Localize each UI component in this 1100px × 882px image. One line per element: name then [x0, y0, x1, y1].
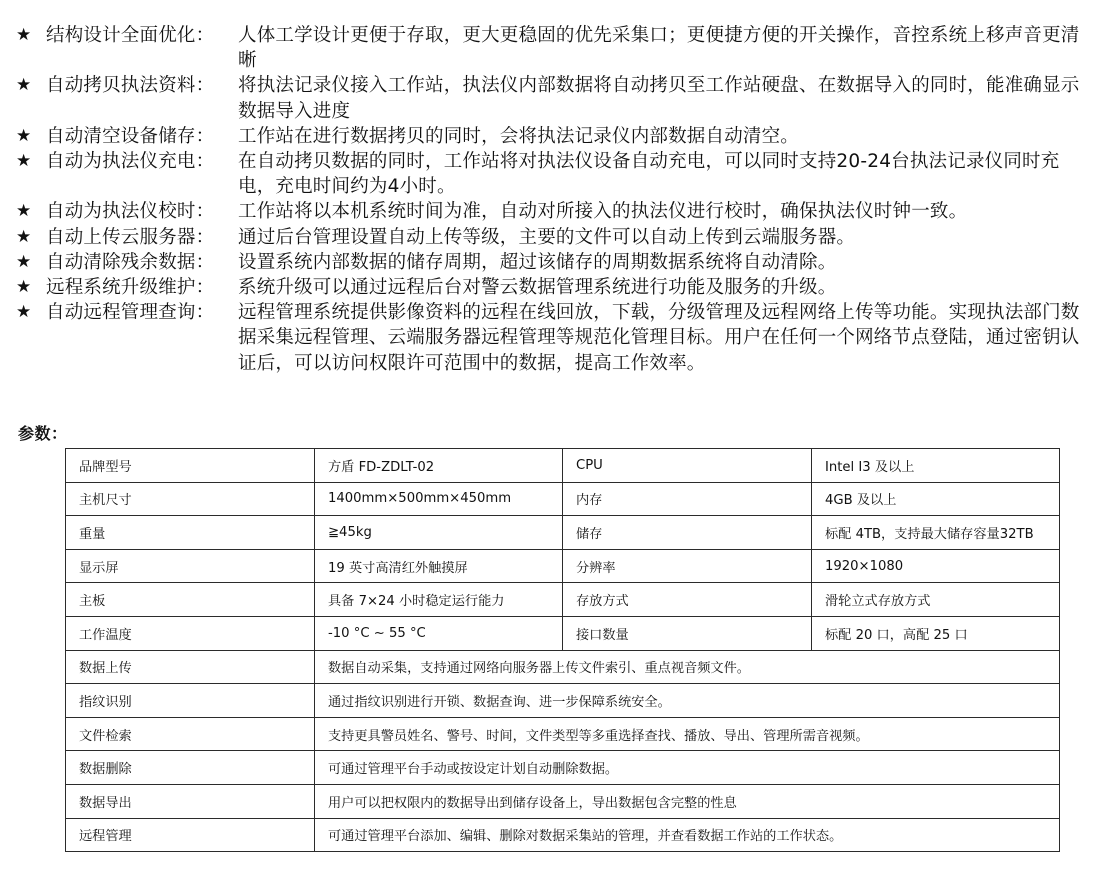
spec-label: 远程管理	[66, 818, 315, 852]
spec-label: 数据删除	[66, 751, 315, 785]
feature-desc: 将执法记录仪接入工作站，执法仪内部数据将自动拷贝至工作站硬盘、在数据导入的同时，能准确显示数据导入进度	[238, 75, 1080, 122]
table-row	[66, 751, 1060, 785]
spec-value: ≧45kg	[315, 516, 563, 550]
feature-label: 自动清空设备储存：	[46, 125, 215, 147]
table-row	[66, 482, 1060, 516]
table-row	[66, 818, 1060, 852]
feature-desc: 远程管理系统提供影像资料的远程在线回放，下载，分级管理及远程网络上传等功能。实现执法部门数据采集远程管理、云端服务器远程管理等规范化管理目标。用户在任何一个网络节点登陆，通过密钥认证后，可以访问权限许可范围中的数据，提高工作效率。	[238, 302, 1080, 374]
feature-item	[0, 250, 1100, 275]
feature-item	[0, 149, 1100, 199]
params-heading: 参数：	[18, 424, 68, 443]
table-row	[66, 650, 1060, 684]
spec-label: CPU	[563, 449, 812, 483]
spec-label: 显示屏	[66, 549, 315, 583]
spec-label: 接口数量	[563, 616, 812, 650]
feature-desc: 系统升级可以通过远程后台对警云数据管理系统进行功能及服务的升级。	[238, 277, 837, 299]
feature-item	[0, 300, 1100, 376]
feature-desc: 工作站在进行数据拷贝的同时，会将执法记录仪内部数据自动清空。	[238, 125, 800, 147]
spec-value: 可通过管理平台手动或按设定计划自动删除数据。	[315, 751, 1060, 785]
feature-label: 自动上传云服务器：	[46, 226, 215, 248]
spec-label: 文件检索	[66, 717, 315, 751]
spec-label: 主机尺寸	[66, 482, 315, 516]
table-row	[66, 549, 1060, 583]
feature-label: 自动为执法仪充电：	[46, 151, 215, 173]
spec-label: 品牌型号	[66, 449, 315, 483]
star-icon: ★	[16, 277, 32, 298]
spec-value: 具备 7×24 小时稳定运行能力	[315, 583, 563, 617]
feature-item	[0, 23, 1100, 73]
feature-label: 远程系统升级维护：	[46, 277, 215, 299]
spec-value: 4GB 及以上	[812, 482, 1060, 516]
spec-value: 通过指纹识别进行开锁、数据查询、进一步保障系统安全。	[315, 684, 1060, 718]
feature-label: 自动拷贝执法资料：	[46, 75, 215, 97]
spec-label: 存放方式	[563, 583, 812, 617]
star-icon: ★	[16, 125, 32, 146]
spec-value: 标配 20 口，高配 25 口	[812, 616, 1060, 650]
feature-list	[0, 23, 1100, 376]
spec-value: 滑轮立式存放方式	[812, 583, 1060, 617]
spec-value: 可通过管理平台添加、编辑、删除对数据采集站的管理，并查看数据工作站的工作状态。	[315, 818, 1060, 852]
spec-value: -10 °C ~ 55 °C	[315, 616, 563, 650]
spec-value: 数据自动采集，支持通过网络向服务器上传文件索引、重点视音频文件。	[315, 650, 1060, 684]
feature-item	[0, 275, 1100, 300]
spec-value: 用户可以把权限内的数据导出到储存设备上，导出数据包含完整的性息	[315, 784, 1060, 818]
spec-label: 工作温度	[66, 616, 315, 650]
feature-label: 结构设计全面优化：	[46, 25, 215, 46]
star-icon: ★	[16, 302, 32, 323]
star-icon: ★	[16, 251, 32, 272]
star-icon: ★	[16, 25, 32, 45]
spec-value: 方盾 FD-ZDLT-02	[315, 449, 563, 483]
spec-label: 分辨率	[563, 549, 812, 583]
spec-value: 标配 4TB，支持最大储存容量32TB	[812, 516, 1060, 550]
spec-label: 数据上传	[66, 650, 315, 684]
feature-item	[0, 199, 1100, 224]
star-icon: ★	[16, 151, 32, 172]
spec-value: 支持更具警员姓名、警号、时间，文件类型等多重选择查找、播放、导出、管理所需音视频。	[315, 717, 1060, 751]
table-row	[66, 717, 1060, 751]
spec-label: 内存	[563, 482, 812, 516]
feature-item	[0, 73, 1100, 123]
spec-label: 指纹识别	[66, 684, 315, 718]
star-icon: ★	[16, 201, 32, 222]
table-row	[66, 784, 1060, 818]
spec-label: 主板	[66, 583, 315, 617]
feature-desc: 工作站将以本机系统时间为准，自动对所接入的执法仪进行校时，确保执法仪时钟一致。	[238, 201, 968, 223]
spec-label: 数据导出	[66, 784, 315, 818]
feature-desc: 在自动拷贝数据的同时，工作站将对执法仪设备自动充电，可以同时支持20-24台执法记录仪同时充电，充电时间约为4小时。	[238, 151, 1060, 198]
table-row	[66, 684, 1060, 718]
feature-label: 自动为执法仪校时：	[46, 201, 215, 223]
spec-label: 储存	[563, 516, 812, 550]
feature-desc: 设置系统内部数据的储存周期，超过该储存的周期数据系统将自动清除。	[238, 251, 837, 273]
spec-value: 1920×1080	[812, 549, 1060, 583]
table-row	[66, 616, 1060, 650]
star-icon: ★	[16, 226, 32, 247]
spec-value: Intel I3 及以上	[812, 449, 1060, 483]
spec-table	[65, 448, 1060, 852]
feature-desc: 人体工学设计更便于存取，更大更稳固的优先采集口；更便捷方便的开关操作，音控系统上移声音更清晰	[238, 25, 1080, 72]
spec-value: 1400mm×500mm×450mm	[315, 482, 563, 516]
feature-label: 自动远程管理查询：	[46, 302, 215, 324]
table-row	[66, 449, 1060, 483]
star-icon: ★	[16, 75, 32, 96]
feature-desc: 通过后台管理设置自动上传等级，主要的文件可以自动上传到云端服务器。	[238, 226, 856, 248]
feature-item	[0, 124, 1100, 149]
feature-item	[0, 225, 1100, 250]
feature-label: 自动清除残余数据：	[46, 251, 215, 273]
table-row	[66, 583, 1060, 617]
spec-value: 19 英寸高清红外触摸屏	[315, 549, 563, 583]
spec-label: 重量	[66, 516, 315, 550]
table-row	[66, 516, 1060, 550]
